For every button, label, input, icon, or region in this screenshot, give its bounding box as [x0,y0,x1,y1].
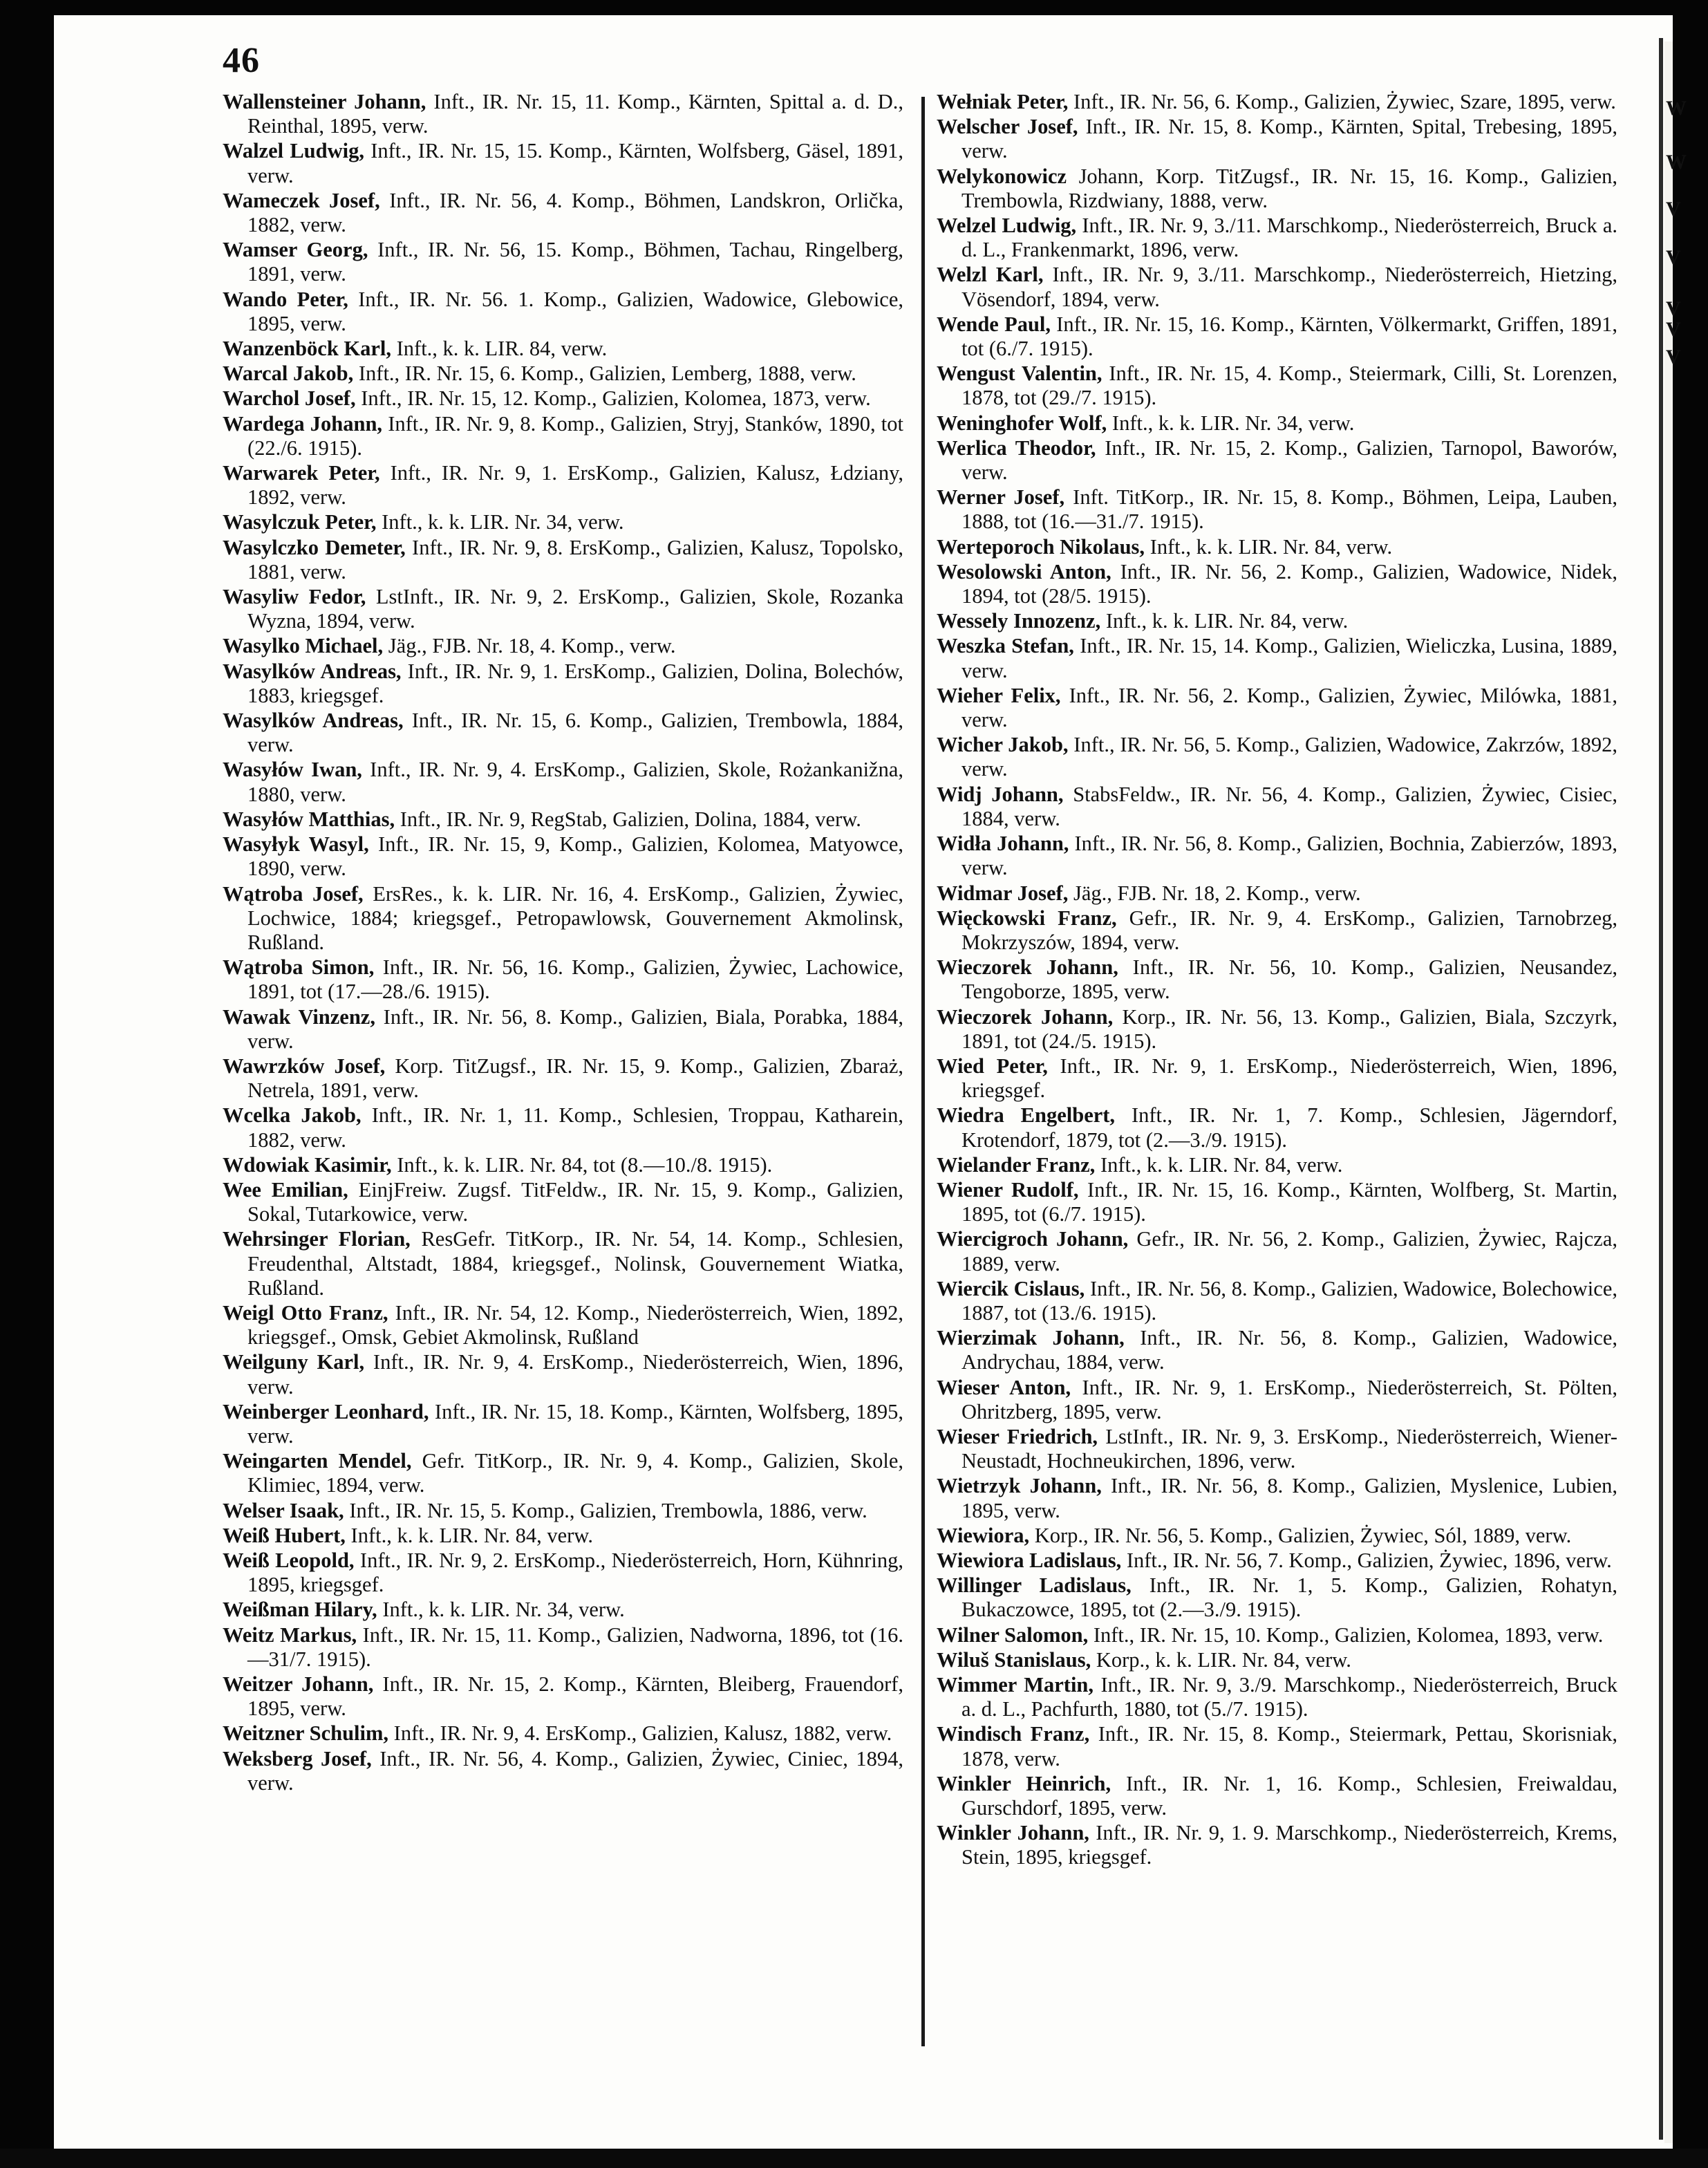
register-entry [937,881,1617,906]
entry-details: Inft., IR. Nr. 1, 7. Komp., Schlesien, Jägerndorf, Krotendorf, 1879, tot (2.—3./9. 1915). [961,1103,1617,1152]
entry-name: Weitzer Johann, [223,1672,374,1696]
entry-details: Johann, Korp. TitZugsf., IR. Nr. 15, 16. Komp., Galizien, Trembowla, Rizdwiany, 1888, verw. [961,164,1617,212]
register-entry [937,411,1617,436]
register-entry [937,1103,1617,1152]
entry-details: Inft., IR. Nr. 1, 11. Komp., Schlesien, Troppau, Katharein, 1882, verw. [247,1103,904,1152]
entry-details: Inft., IR. Nr. 9, 1. ErsKomp., Niederösterreich, St. Pölten, Ohritzberg, 1895, verw. [961,1375,1618,1423]
entry-name: Wardega Johann, [223,411,383,436]
entry-details: Inft., IR. Nr. 56, 7. Komp., Galizien, Żywiec, 1896, verw. [1121,1548,1612,1572]
register-entry [937,535,1617,559]
register-entry [937,362,1617,410]
entry-details: LstInft., IR. Nr. 9, 3. ErsKomp., Niederösterreich, Wiener-Neustadt, Hochneukirchen, 1896, verw. [961,1424,1617,1473]
register-entry [937,733,1617,781]
entry-name: Wende Paul, [937,312,1051,336]
entry-name: Weninghofer Wolf, [937,411,1107,435]
entry-details: Inft., IR. Nr. 15, 10. Komp., Galizien, Kolomea, 1893, verw. [1088,1623,1604,1647]
entry-name: Weksberg Josef, [223,1746,372,1770]
entry-name: Warchol Josef, [223,386,356,411]
register-entry [223,536,903,584]
entry-details: EinjFreiw. Zugsf. TitFeldw., IR. Nr. 15, 9. Komp., Galizien, Sokal, Tutarkowice, verw. [247,1177,903,1226]
entry-details: Inft., k. k. LIR. Nr. 84, verw. [345,1523,593,1547]
entry-details: Inft., IR. Nr. 1, 16. Komp., Schlesien, Freiwaldau, Gurschdorf, 1895, verw. [961,1771,1617,1820]
register-entry [223,337,903,361]
entry-name: Windisch Franz, [937,1722,1090,1746]
entry-details: Inft., IR. Nr. 15, 9, Komp., Galizien, Kolomea, Matyowce, 1890, verw. [247,832,903,881]
entry-name: Weszka Stefan, [937,634,1074,658]
right-column [937,90,1617,1871]
entry-name: Wawrzków Josef, [223,1054,386,1078]
entry-name: Wiener Rudolf, [937,1177,1079,1202]
next-page-letter: W [1666,97,1687,120]
register-entry [223,1623,903,1672]
next-page-letter: V [1666,198,1681,221]
next-page-letter: V [1666,318,1681,341]
entry-name: Wieher Felix, [937,683,1061,707]
entry-details: Inft., IR. Nr. 9, 1. 9. Marschkomp., Niederösterreich, Krems, Stein, 1895, kriegsgef. [961,1821,1617,1869]
entry-name: Warwarek Peter, [223,461,380,485]
entry-details: Inft., IR. Nr. 56, 5. Komp., Galizien, Wadowice, Zakrzów, 1892, verw. [961,733,1617,781]
entry-name: Wielander Franz, [937,1152,1096,1177]
register-entry [937,634,1617,682]
entry-details: Inft., k. k. LIR. 84, verw. [391,337,608,361]
entry-details: Inft., IR. Nr. 56, 15. Komp., Böhmen, Tachau, Ringelberg, 1891, verw. [247,238,903,286]
entry-name: Winkler Johann, [937,1821,1089,1845]
register-entry [937,609,1617,633]
register-entry [223,386,903,411]
scan-edge-bottom [0,2149,1708,2168]
entry-details: Inft., IR. Nr. 15, 5. Komp., Galizien, Trembowla, 1886, verw. [344,1498,867,1522]
entry-details: Inft., IR. Nr. 15, 14. Komp., Galizien, Wieliczka, Lusina, 1889, verw. [961,634,1617,682]
entry-name: Wied Peter, [937,1054,1048,1078]
entry-details: Inft., IR. Nr. 15, 8. Komp., Steiermark, Pettau, Skorisniak, 1878, verw. [961,1722,1617,1770]
entry-name: Werlica Theodor, [937,436,1096,460]
entry-details: Inft., IR. Nr. 9, 4. ErsKomp., Galizien, Kalusz, 1882, verw. [388,1721,892,1746]
entry-name: Welscher Josef, [937,115,1078,139]
entry-name: Welykonowicz [937,164,1067,188]
entry-details: Gefr., IR. Nr. 56, 2. Komp., Galizien, Żywiec, Rajcza, 1889, verw. [961,1227,1617,1275]
register-entry [223,1721,903,1746]
register-entry [223,238,903,286]
entry-name: Welzl Karl, [937,263,1044,287]
register-entry [223,1178,903,1226]
entry-name: Weigl Otto Franz, [223,1300,388,1325]
entry-name: Weitzner Schulim, [223,1721,389,1746]
register-entry [937,1227,1617,1275]
register-entry [937,1153,1617,1177]
register-entry [223,1153,903,1177]
entry-name: Wicher Jakob, [937,733,1069,757]
entry-name: Willinger Ladislaus, [937,1573,1132,1598]
page-number: 46 [223,41,260,80]
entry-details: Inft., IR. Nr. 56, 2. Komp., Galizien, Żywiec, Milówka, 1881, verw. [961,683,1618,732]
register-entry [937,1524,1617,1548]
register-entry [223,882,903,955]
register-entry [937,832,1617,880]
register-entry [937,90,1617,114]
entry-details: Inft., IR. Nr. 9, 4. ErsKomp., Galizien, Skole, Rożankanižna, 1880, verw. [247,758,904,806]
entry-name: Wengust Valentin, [937,362,1102,386]
register-entry [937,263,1617,311]
register-entry [223,1549,903,1597]
entry-name: Weinberger Leonhard, [223,1399,429,1423]
entry-name: Wątroba Josef, [223,881,364,906]
register-entry [937,312,1617,361]
entry-name: Wiewiora, [937,1523,1030,1547]
register-entry [937,1326,1617,1374]
entry-name: Wasylczko Demeter, [223,535,406,559]
next-page-letter: V [1666,297,1681,320]
entry-name: Wełniak Peter, [937,90,1069,113]
register-entry [937,1474,1617,1522]
entry-details: Inft., IR. Nr. 15, 2. Komp., Galizien, Tarnopol, Baworów, verw. [961,436,1618,485]
entry-name: Wando Peter, [223,287,348,311]
entry-details: Inft., IR. Nr. 56, 4. Komp., Böhmen, Landskron, Orlička, 1882, verw. [247,188,903,237]
entry-details: LstInft., IR. Nr. 9, 2. ErsKomp., Galizien, Skole, Rozanka Wyzna, 1894, verw. [247,585,903,633]
entry-name: Wcelka Jakob, [223,1103,362,1128]
scan-edge-left [0,0,54,2168]
entry-name: Wiercigroch Johann, [937,1227,1129,1251]
entry-name: Wasyłyk Wasyl, [223,832,369,857]
register-entry [937,1005,1617,1054]
register-entry [223,1672,903,1721]
entry-name: Warcal Jakob, [223,362,354,386]
entry-details: Korp., IR. Nr. 56, 13. Komp., Galizien, Biala, Szczyrk, 1891, tot (24./5. 1915). [961,1004,1617,1053]
register-entry [937,1673,1617,1721]
entry-details: Inft., IR. Nr. 56, 10. Komp., Galizien, Neusandez, Tengoborze, 1895, verw. [961,955,1617,1004]
register-entry [937,436,1617,485]
register-entry [937,1277,1617,1325]
entry-name: Wiluš Stanislaus, [937,1647,1091,1672]
register-entry [937,1178,1617,1226]
register-entry [223,1598,903,1622]
entry-details: Inft., IR. Nr. 56, 6. Komp., Galizien, Żywiec, Szare, 1895, verw. [1068,90,1616,113]
entry-details: Inft., IR. Nr. 9, 3./9. Marschkomp., Niederösterreich, Bruck a. d. L., Pachfurth, 1880, tot (5./7. 1915). [961,1673,1617,1721]
entry-name: Wdowiak Kasimir, [223,1152,392,1177]
entry-name: Wieczorek Johann, [937,955,1118,980]
entry-details: Inft., IR. Nr. 56, 4. Komp., Galizien, Żywiec, Ciniec, 1894, verw. [247,1746,903,1795]
entry-name: Wessely Innozenz, [937,609,1101,633]
register-entry [937,1722,1617,1770]
entry-name: Wasyliw Fedor, [223,585,366,609]
entry-details: Inft., IR. Nr. 15, 6. Komp., Galizien, Lemberg, 1888, verw. [353,362,856,386]
entry-name: Wątroba Simon, [223,955,375,980]
entry-name: Wasyłów Iwan, [223,758,362,782]
register-entry [223,634,903,658]
entry-name: Walzel Ludwig, [223,139,364,163]
entry-details: Gefr., IR. Nr. 9, 4. ErsKomp., Galizien, Tarnobrzeg, Mokrzyszów, 1894, verw. [961,906,1617,954]
entry-name: Werner Josef, [937,485,1065,510]
register-entry [937,1821,1617,1869]
entry-details: Inft., IR. Nr. 15, 8. Komp., Kärnten, Spital, Trebesing, 1895, verw. [961,115,1617,163]
entry-name: Weiß Hubert, [223,1523,346,1547]
register-entry [937,1054,1617,1103]
register-entry [223,90,903,138]
register-entry [223,585,903,633]
entry-details: Inft., IR. Nr. 56, 8. Komp., Galizien, Wadowice, Andrychau, 1884, verw. [961,1326,1617,1374]
entry-name: Welzel Ludwig, [937,214,1077,238]
register-entry [223,660,903,708]
entry-name: Widła Johann, [937,832,1069,856]
entry-details: Inft., k. k. LIR. Nr. 34, verw. [377,1598,625,1622]
entry-details: StabsFeldw., IR. Nr. 56, 4. Komp., Galizien, Żywiec, Cisiec, 1884, verw. [961,782,1617,830]
register-entry [937,214,1617,262]
entry-name: Wasylków Andreas, [223,709,404,733]
entry-details: Inft., IR. Nr. 9, 8. Komp., Galizien, Stryj, Stanków, 1890, tot (22./6. 1915). [247,411,903,460]
entry-details: Korp. TitZugsf., IR. Nr. 15, 9. Komp., Galizien, Zbaraż, Netrela, 1891, verw. [247,1054,903,1103]
entry-details: Jäg., FJB. Nr. 18, 2. Komp., verw. [1068,881,1361,905]
entry-name: Więckowski Franz, [937,906,1117,930]
entry-details: Gefr. TitKorp., IR. Nr. 9, 4. Komp., Galizien, Skole, Klimiec, 1894, verw. [247,1449,903,1497]
entry-name: Winkler Heinrich, [937,1771,1111,1795]
entry-details: Inft. TitKorp., IR. Nr. 15, 8. Komp., Böhmen, Leipa, Lauben, 1888, tot (16.—31./7. 1915). [961,485,1617,534]
register-entry [223,1350,903,1399]
register-entry [937,1648,1617,1672]
entry-name: Wimmer Martin, [937,1673,1094,1697]
register-entry [223,1747,903,1795]
register-entry [223,510,903,534]
entry-name: Weißman Hilary, [223,1598,377,1622]
entry-name: Wieser Friedrich, [937,1424,1098,1448]
entry-name: Welser Isaak, [223,1498,344,1522]
register-entry [223,1227,903,1300]
entry-details: Inft., IR. Nr. 9, 8. ErsKomp., Galizien, Kalusz, Topolsko, 1881, verw. [247,535,903,583]
register-entry [223,758,903,806]
entry-name: Wilner Salomon, [937,1623,1089,1647]
register-entry [937,1549,1617,1573]
register-entry [937,955,1617,1004]
entry-details: Inft., IR. Nr. 9, 3./11. Marschkomp., Niederösterreich, Hietzing, Vösendorf, 1894, verw. [961,263,1617,311]
entry-details: Inft., IR. Nr. 15, 2. Komp., Kärnten, Bleiberg, Frauendorf, 1895, verw. [247,1672,904,1721]
register-entry [223,1005,903,1054]
entry-name: Werteporoch Nikolaus, [937,534,1145,559]
entry-details: Inft., IR. Nr. 15, 16. Komp., Kärnten, Wolfberg, St. Martin, 1895, tot (6./7. 1915). [961,1177,1617,1226]
register-entry [937,1772,1617,1820]
entry-details: Inft., IR. Nr. 56, 8. Komp., Galizien, Myslenice, Lubien, 1895, verw. [961,1474,1617,1522]
register-entry [937,1623,1617,1647]
entry-name: Widmar Josef, [937,881,1069,905]
entry-details: Inft., k. k. LIR. Nr. 84, tot (8.—10./8. 1915). [391,1152,773,1177]
register-entry [937,115,1617,163]
entry-details: Inft., k. k. LIR. Nr. 84, verw. [1095,1152,1343,1177]
entry-details: Inft., IR. Nr. 9, 2. ErsKomp., Niederösterreich, Horn, Kühnring, 1895, kriegsgef. [247,1548,903,1597]
entry-details: Inft., IR. Nr. 56, 8. Komp., Galizien, Bochnia, Zabierzów, 1893, verw. [961,832,1617,880]
page-border-rule [1659,38,1663,2140]
entry-details: ResGefr. TitKorp., IR. Nr. 54, 14. Komp., Schlesien, Freudenthal, Altstadt, 1884, kriegsgef., Nolinsk, Gouvernement Wiatka, Rußland. [247,1227,903,1300]
entry-details: Inft., IR. Nr. 54, 12. Komp., Niederösterreich, Wien, 1892, kriegsgef., Omsk, Gebiet Akmolinsk, Rußland [247,1300,903,1349]
column-divider [921,97,925,2046]
next-page-letter: W [1666,151,1687,174]
entry-name: Wanzenböck Karl, [223,337,392,361]
register-entry [223,288,903,336]
entry-details: Inft., IR. Nr. 9, RegStab, Galizien, Dolina, 1884, verw. [395,807,861,831]
entry-name: Wierzimak Johann, [937,1326,1125,1350]
entry-name: Wasylków Andreas, [223,659,402,683]
register-entry [223,1400,903,1448]
entry-name: Wieser Anton, [937,1375,1071,1399]
entry-details: Inft., IR. Nr. 15, 11. Komp., Galizien, Nadworna, 1896, tot (16.—31/7. 1915). [247,1623,903,1671]
register-entry [937,906,1617,955]
entry-details: Inft., IR. Nr. 56, 16. Komp., Galizien, Żywiec, Lachowice, 1891, tot (17.—28./6. 1915). [247,955,903,1004]
scan-edge-top [0,0,1708,15]
entry-name: Wietrzyk Johann, [937,1474,1102,1498]
register-entry [223,1524,903,1548]
next-page-letter: V [1666,246,1681,269]
entry-name: Weingarten Mendel, [223,1449,412,1473]
entry-details: Inft., IR. Nr. 15, 15. Komp., Kärnten, Wolfsberg, Gäsel, 1891, verw. [247,139,904,187]
next-page-letter: V [1666,346,1681,368]
register-entry [937,1573,1617,1622]
entry-name: Wawak Vinzenz, [223,1004,375,1029]
register-entry [937,783,1617,831]
register-entry [223,832,903,881]
entry-details: Inft., IR. Nr. 9, 1. ErsKomp., Niederösterreich, Wien, 1896, kriegsgef. [961,1054,1617,1103]
entry-name: Wiercik Cislaus, [937,1276,1085,1300]
entry-details: Inft., IR. Nr. 15, 4. Komp., Steiermark, Cilli, St. Lorenzen, 1878, tot (29./7. 1915). [961,362,1617,410]
entry-name: Wieczorek Johann, [937,1004,1114,1029]
entry-name: Wesolowski Anton, [937,559,1111,583]
entry-details: Inft., IR. Nr. 15, 11. Komp., Kärnten, Spittal a. d. D., Reinthal, 1895, verw. [247,90,903,138]
entry-details: Jäg., FJB. Nr. 18, 4. Komp., verw. [383,634,676,658]
entry-name: Wehrsinger Florian, [223,1227,411,1251]
entry-name: Wallensteiner Johann, [223,90,426,113]
register-entry [937,165,1617,213]
entry-name: Widj Johann, [937,782,1064,806]
entry-details: Inft., IR. Nr. 56, 8. Komp., Galizien, Wadowice, Bolechowice, 1887, tot (13./6. 1915). [961,1276,1617,1325]
entry-name: Wasylko Michael, [223,634,384,658]
entry-details: Inft., k. k. LIR. Nr. 34, verw. [376,510,624,534]
entry-name: Weilguny Karl, [223,1350,365,1374]
entry-details: Inft., k. k. LIR. Nr. 84, verw. [1100,609,1349,633]
entry-details: Inft., IR. Nr. 9, 4. ErsKomp., Niederösterreich, Wien, 1896, verw. [247,1350,903,1399]
entry-details: Inft., IR. Nr. 56, 2. Komp., Galizien, Wadowice, Nidek, 1894, tot (28/5. 1915). [961,559,1617,608]
entry-name: Wasyłów Matthias, [223,807,395,831]
entry-name: Weitz Markus, [223,1623,357,1647]
entry-details: Inft., IR. Nr. 56. 1. Komp., Galizien, Wadowice, Glebowice, 1895, verw. [247,287,904,335]
entry-name: Wiewiora Ladislaus, [937,1548,1122,1572]
register-entry [937,485,1617,534]
entry-details: Inft., IR. Nr. 9, 1. ErsKomp., Galizien, Dolina, Bolechów, 1883, kriegsgef. [247,659,904,707]
register-entry [937,1425,1617,1473]
register-entry [223,709,903,757]
register-entry [223,139,903,187]
register-entry [937,1376,1617,1424]
entry-details: Inft., IR. Nr. 15, 16. Komp., Kärnten, Völkermarkt, Griffen, 1891, tot (6./7. 1915). [961,312,1617,361]
entry-name: Wee Emilian, [223,1177,348,1202]
register-entry [223,461,903,510]
register-entry [223,1449,903,1497]
entry-name: Wameczek Josef, [223,188,380,212]
register-entry [223,1499,903,1523]
register-entry [223,807,903,832]
entry-details: Inft., IR. Nr. 15, 12. Komp., Galizien, Kolomea, 1873, verw. [355,386,871,411]
entry-details: Inft., IR. Nr. 15, 6. Komp., Galizien, Trembowla, 1884, verw. [247,709,904,757]
entry-details: ErsRes., k. k. LIR. Nr. 16, 4. ErsKomp., Galizien, Żywiec, Lochwice, 1884; kriegsgef., Petropawlowsk, Gouvernement Akmolinsk, Rußland. [247,881,903,954]
register-entry [937,684,1617,732]
entry-name: Weiß Leopold, [223,1548,355,1572]
entry-details: Inft., k. k. LIR. Nr. 84, verw. [1145,534,1393,559]
register-entry [223,189,903,237]
entry-details: Korp., k. k. LIR. Nr. 84, verw. [1091,1647,1351,1672]
register-entry [937,560,1617,608]
entry-details: Inft., IR. Nr. 9, 3./11. Marschkomp., Niederösterreich, Bruck a. d. L., Frankenmarkt, 1896, verw. [961,214,1617,262]
entry-details: Inft., IR. Nr. 1, 5. Komp., Galizien, Rohatyn, Bukaczowce, 1895, tot (2.—3./9. 1915). [961,1573,1617,1622]
entry-details: Korp., IR. Nr. 56, 5. Komp., Galizien, Żywiec, Sól, 1889, verw. [1029,1523,1572,1547]
entry-details: Inft., IR. Nr. 56, 8. Komp., Galizien, Biala, Porabka, 1884, verw. [247,1004,903,1053]
entry-details: Inft., IR. Nr. 15, 18. Komp., Kärnten, Wolfsberg, 1895, verw. [247,1399,903,1448]
register-entry [223,1301,903,1349]
register-entry [223,1103,903,1152]
entry-name: Wamser Georg, [223,238,368,262]
register-entry [223,362,903,386]
entry-details: Inft., IR. Nr. 9, 1. ErsKomp., Galizien, Kalusz, Łdziany, 1892, verw. [247,461,903,510]
entry-details: Inft., k. k. LIR. Nr. 34, verw. [1107,411,1355,435]
left-column [223,90,903,1796]
entry-name: Wasylczuk Peter, [223,510,377,534]
entry-name: Wiedra Engelbert, [937,1103,1116,1128]
register-entry [223,955,903,1004]
register-entry [223,1054,903,1103]
register-entry [223,412,903,460]
